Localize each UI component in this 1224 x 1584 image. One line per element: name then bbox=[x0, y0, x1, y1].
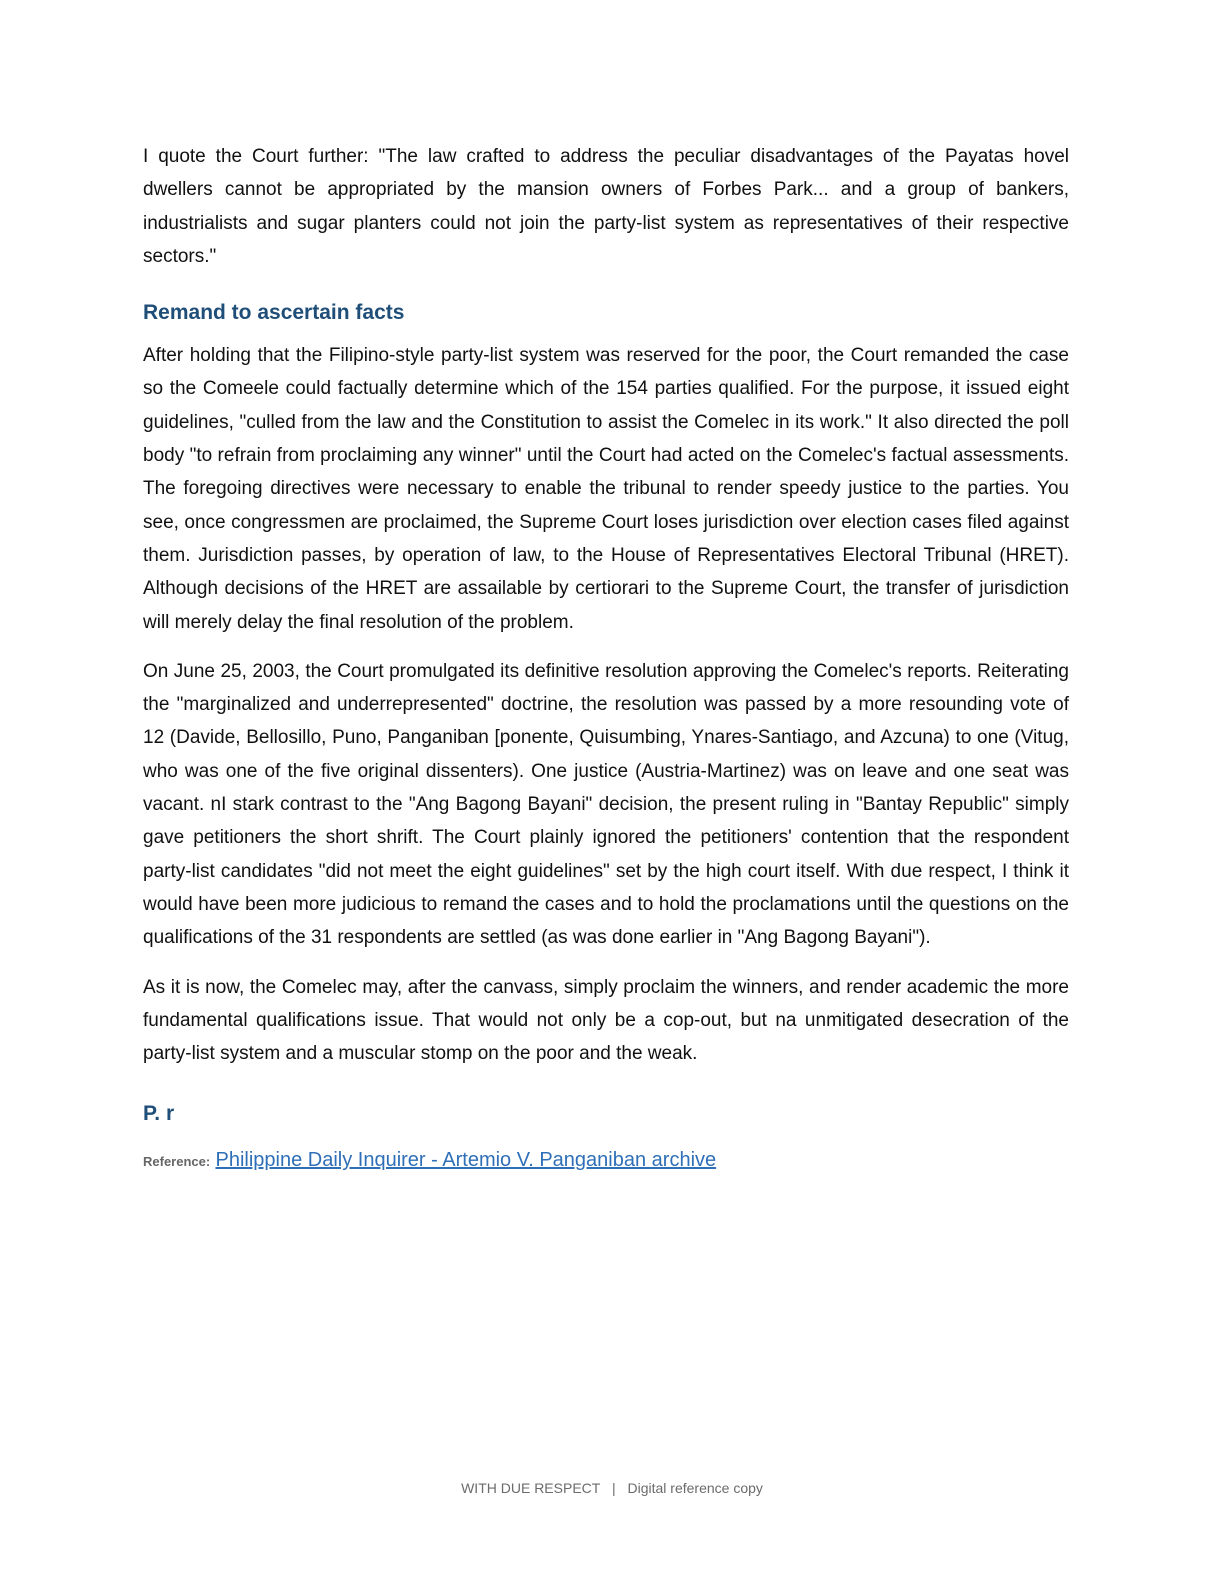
paragraph-resolution: On June 25, 2003, the Court promulgated its definitive resolution approving the Comelec's reports. Reiterating the "marginalized and underrepresented" doctrine, the resolution was passed by a more resounding vote of 12 (Davide, Bellosillo, Puno, Panganiban [ponente, Quisumbing, Ynares-Santiago, and Azcuna) to one (Vitug, who was one of the five original dissenters). One justice (Austria-Martinez) was on leave and one seat was vacant. nI stark contrast to the "Ang Bagong Bayani" decision, the present ruling in "Bantay Republic" simply gave petitioners the short shrift. The Court plainly ignored the petitioners' contention that the respondent party-list candidates "did not meet the eight guidelines" set by the high court itself. With due respect, I think it would have been more judicious to remand the cases and to hold the proclamations until the questions on the qualifications of the 31 respondents are settled (as was done earlier in "Ang Bagong Bayani"). bbox=[143, 660, 1069, 949]
paragraph-court-quote: I quote the Court further: "The law crafted to address the peculiar disadvantages of the Payatas hovel dwellers cannot be appropriated by the mansion owners of Forbes Park... and a group of bankers, industrialists and sugar planters could not join the party-list system as representatives of their respective sectors." bbox=[143, 146, 1069, 267]
paragraph-conclusion: As it is now, the Comelec may, after the canvass, simply proclaim the winners, and render academic the more fundamental qualifications issue. That would not only be a cop-out, but na unmitigated desecration of the party-list system and a muscular stomp on the poor and the weak. bbox=[143, 976, 1069, 1065]
reference-link[interactable]: Philippine Daily Inquirer - Artemio V. Panganiban archive bbox=[215, 1149, 717, 1172]
page-footer bbox=[0, 1480, 1224, 1496]
signoff: P. r bbox=[143, 1102, 175, 1126]
paragraph-remand: After holding that the Filipino-style party-list system was reserved for the poor, the Court remanded the case so the Comeele could factually determine which of the 154 parties qualified. For the purpose, it issued eight guidelines, "culled from the law and the Constitution to assist the Comelec in its work." It also directed the poll body "to refrain from proclaiming any winner" until the Court had acted on the Comelec's factual assessments. The foregoing directives were necessary to enable the tribunal to render speedy justice to the parties. You see, once congressmen are proclaimed, the Supreme Court loses jurisdiction over election cases filed against them. Jurisdiction passes, by operation of law, to the House of Representatives Electoral Tribunal (HRET). Although decisions of the HRET are assailable by certiorari to the Supreme Court, the transfer of jurisdiction will merely delay the final resolution of the problem. bbox=[143, 345, 1069, 633]
footer-publication: WITH DUE RESPECT bbox=[461, 1480, 601, 1496]
reference-label: Reference: bbox=[143, 1154, 211, 1170]
footer-separator: | bbox=[611, 1480, 616, 1496]
footer-note: Digital reference copy bbox=[627, 1480, 763, 1496]
document-body bbox=[143, 140, 1069, 1176]
section-heading-remand: Remand to ascertain facts bbox=[143, 301, 405, 325]
reference-line bbox=[143, 1146, 1069, 1176]
